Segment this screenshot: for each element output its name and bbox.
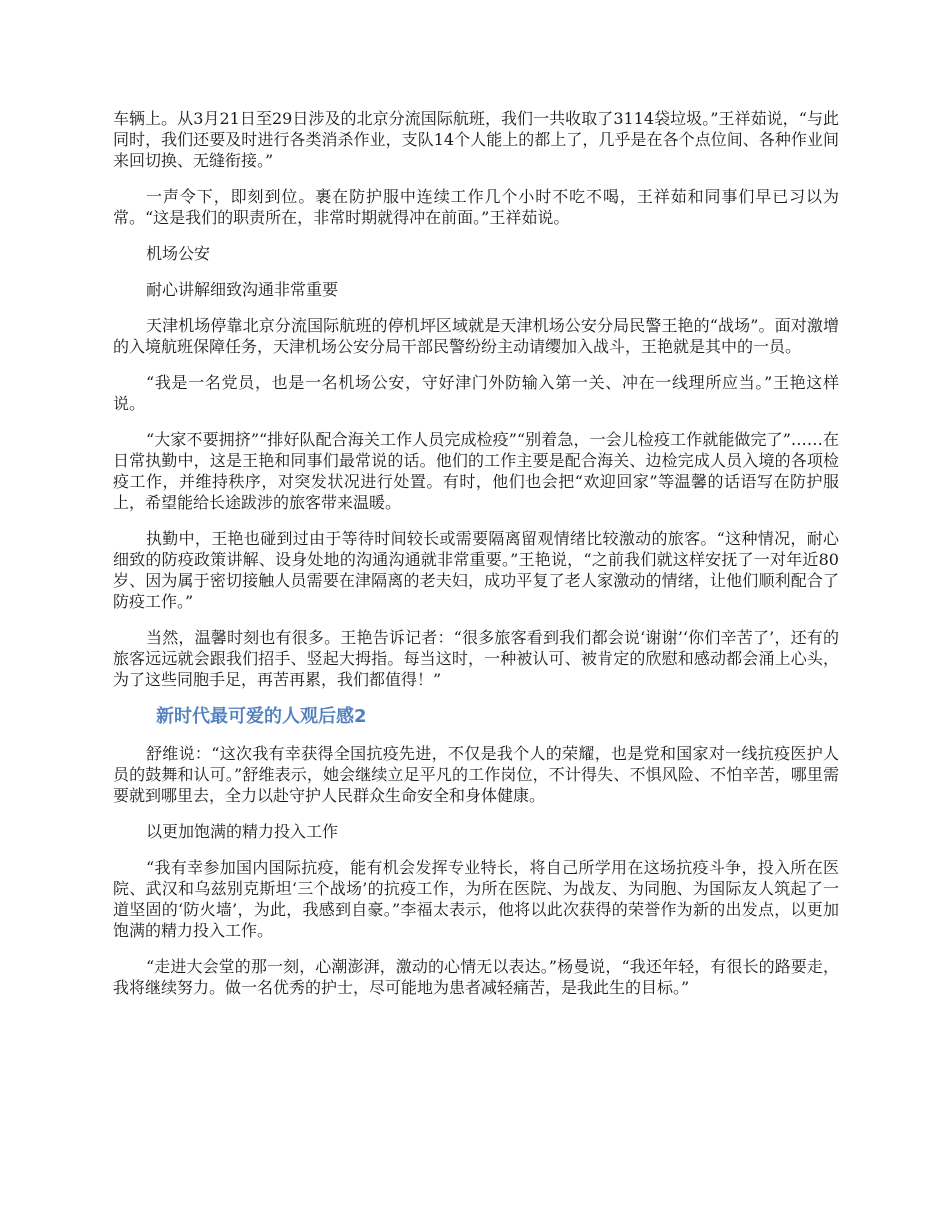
paragraph: “走进大会堂的那一刻，心潮澎湃，激动的心情无以表达。”杨曼说，“我还年轻，有很长的路要走，我将继续努力。做一名优秀的护士，尽可能地为患者减轻痛苦，是我此生的目标。” [113, 957, 839, 997]
paragraph: 执勤中，王艳也碰到过由于等待时间较长或需要隔离留观情绪比较激动的旅客。“这种情况，耐心细致的防疫政策讲解、设身处地的沟通沟通就非常重要。”王艳说，“之前我们就这样安抚了一对年近80岁、因为属于密切接触人员需要在津隔离的老夫妇，成功平复了老人家激动的情绪，让他们顺利配合了防疫工作。” [113, 529, 839, 611]
document-page [113, 108, 839, 1013]
subheading-patience: 耐心讲解细致沟通非常重要 [146, 280, 339, 299]
subheading-full-energy: 以更加饱满的精力投入工作 [146, 822, 339, 841]
paragraph: 当然，温馨时刻也有很多。王艳告诉记者：“很多旅客看到我们都会说‘谢谢’‘你们辛苦了’，还有的旅客远远就会跟我们招手、竖起大拇指。每当这时，一种被认可、被肯定的欣慰和感动都会涌上心头，为了这些同胞手足，再苦再累，我们都值得！” [113, 628, 839, 689]
paragraph: 舒维说：“这次我有幸获得全国抗疫先进，不仅是我个人的荣耀，也是党和国家对一线抗疫医护人员的鼓舞和认可。”舒维表示，她会继续立足平凡的工作岗位，不计得失、不惧风险、不怕辛苦，哪里需要就到哪里去，全力以赴守护人民群众生命安全和身体健康。 [113, 744, 839, 805]
paragraph: “大家不要拥挤”“排好队配合海关工作人员完成检疫”“别着急，一会儿检疫工作就能做完了”……在日常执勤中，这是王艳和同事们最常说的话。他们的工作主要是配合海关、边检完成人员入境的各项检疫工作，并维持秩序，对突发状况进行处置。有时，他们也会把“欢迎回家”等温馨的话语写在防护服上，希望能给长途跋涉的旅客带来温暖。 [113, 430, 839, 512]
section-heading: 新时代最可爱的人观后感2 [156, 706, 367, 727]
paragraph: 一声令下，即刻到位。裹在防护服中连续工作几个小时不吃不喝，王祥茹和同事们早已习以为常。“这是我们的职责所在，非常时期就得冲在前面。”王祥茹说。 [113, 187, 839, 227]
paragraph: “我是一名党员，也是一名机场公安，守好津门外防输入第一关、冲在一线理所应当。”王艳这样说。 [113, 373, 839, 413]
paragraph: “我有幸参加国内国际抗疫，能有机会发挥专业特长，将自己所学用在这场抗疫斗争，投入所在医院、武汉和乌兹别克斯坦‘三个战场’的抗疫工作，为所在医院、为战友、为同胞、为国际友人筑起了一道坚固的‘防火墙’，为此，我感到自豪。”李福太表示，他将以此次获得的荣誉作为新的出发点，以更加饱满的精力投入工作。 [113, 858, 839, 940]
paragraph: 车辆上。从3月21日至29日涉及的北京分流国际航班，我们一共收取了3114袋垃圾。”王祥茹说，“与此同时，我们还要及时进行各类消杀作业，支队14个人能上的都上了，几乎是在各个点位间、各种作业间来回切换、无缝衔接。” [113, 109, 839, 170]
subheading-airport-police: 机场公安 [146, 244, 211, 263]
paragraph: 天津机场停靠北京分流国际航班的停机坪区域就是天津机场公安分局民警王艳的“战场”。面对激增的入境航班保障任务，天津机场公安分局干部民警纷纷主动请缨加入战斗，王艳就是其中的一员。 [113, 316, 839, 356]
